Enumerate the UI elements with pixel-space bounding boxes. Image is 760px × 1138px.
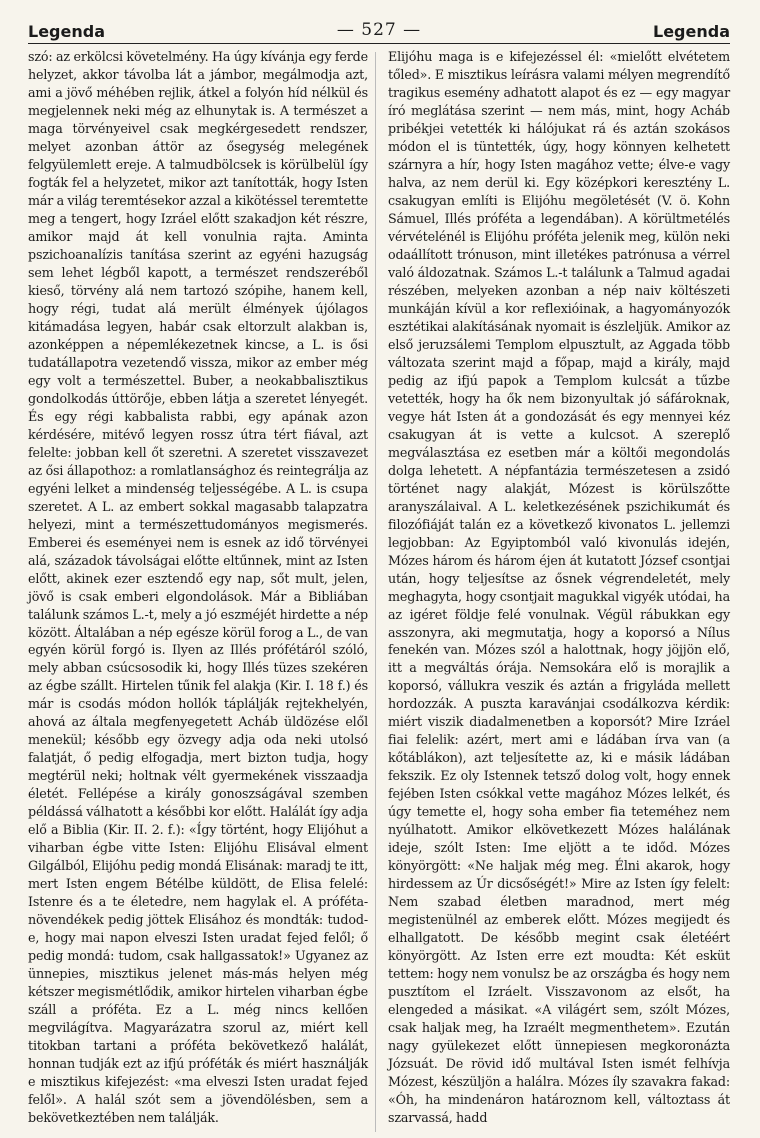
left-column-text: szó: az erkölcsi követelmény. Ha úgy kívánja egy ferde helyzet, akkor távolba lát a jámbor, megálmodja azt, ami a jövő méhében rejlik, átkel a folyón híd nélkül és megjelennek neki még az elhunytak is. A természet a maga törvényeivel csak megkérgesedett rendszer, melyet azonban áttör az ősegység melegének felgyülemlett ereje. A talmudbölcsek is körülbelül így fogták fel a helyzetet, mikor azt tanították, hogy Isten már a világ teremtésekor azzal a kikötéssel teremtette meg a tengert, hogy Izráel előtt szakadjon két részre, amikor majd át kell vonulnia rajta. Aminta pszichoanalízis tanítása szerint az egyéni hazugság sem lehet légből kapott, a természet rendszeréből kieső, törvény alá nem tartozó szópihe, hanem kell, hogy régi, tudat alá merült élmények újólagos kitámadása legyen, habár csak eltorzult alakban is, azonképpen a népemlékezetnek kincse, a L. is ősi tudatállapotra vezetendő vissza, mikor az ember még egy volt a természettel. Buber, a neokabbalisztikus gondolkodás úttörője, ebben látja a szeretet lényegét. És egy régi kabbalista rabbi, egy apának azon kérdésére, mitévő legyen rossz útra tért fiával, azt felelte: jobban kell őt szeretni. A szeretet visszavezet az ősi állapothoz: a romlatlansághoz és reintegrálja az egyéni lelket a mindenség teljességébe. A L. is csupa szeretet. A L. az embert sokkal magasabb talapzatra helyezi, mint a természettudományos megismerés. Emberei és eseményei nem is esnek az idő törvényei alá, századok távolságai előtte eltűnnek, mint az Isten előtt, akinek ezer esztendő egy nap, sőt mult, jelen, jövő is csak emberi elgondolások. Már a Bibliában találunk számos L.-t, mely a jó eszméjét hirdette a nép között. Általában a nép egésze körül forog a L., de van egyén körül forgó is. Ilyen az Illés prófétáról szóló, mely abban csúcsosodik ki, hogy Illés tüzes szekéren az égbe szállt. Hirtelen tűnik fel alakja (Kir. I. 18 f.) és már is csodás módon hollók táplálják rejtekhelyén, ahová az általa megfenyegetett Acháb üldözése elől menekül; később egy özvegy adja oda neki utolsó falatját, ő pedig elfogadja, mert bizton tudja, hogy megtérül neki; holtnak vélt gyermekének visszaadja életét. Fellépése a király gonoszságával szemben példássá válhatott a későbbi kor előtt. Halálát így adja elő a Biblia (Kir. II. 2. f.): «Így történt, hogy Elijóhut a viharban égbe vitte Isten: Elijóhu Elisával elment Gilgálból, Elijóhu pedig mondá Elisának: maradj te itt, mert Isten engem Bétélbe küldött, de Elisa felelé: Istenre és a te életedre, nem hagylak el. A próféta-növendékek pedig jöttek Elisához és mondták: tudod-e, hogy mai napon elveszi Isten uradat fejed felől; ő pedig mondá: tudom, csak hallgassatok!» Ugyanez az ünnepies, misztikus jelenet más-más helyen még kétszer megismétlődik, amikor hirtelen viharban égbe száll a próféta. Ez a L. még nincs kellően megvilágítva. Magyarázatra szorul az, miért kell titokban tartani a próféta bekövetkező halálát, honnan tudják ezt az ifjú próféták és miért használják e misztikus kifejezést: «ma elveszi Isten uradat fejed felől». A halál szót sem a jövendölésben, sem a bekövetkeztében nem találják. bbox=[28, 49, 368, 1126]
header-rule bbox=[28, 43, 730, 44]
right-column-text: Elijóhu maga is e kifejezéssel él: «mielőtt elvétetem tőled». E misztikus leírásra valami mélyen megrendítő tragikus esemény adhatott alapot és ez — egy magyar író meglátása szerint — nem más, mint, hogy Acháb pribékjei vetették ki hálójukat rá és aztán szokásos módon el is tüntették, úgy, hogy könnyen kelhetett szárnyra a hír, hogy Isten magához vette; élve-e vagy halva, az nem derül ki. Egy középkori keresztény L. csakugyan említi is Elijóhu megöletését (V. ö. Kohn Sámuel, Illés próféta a legendában). A körültmetélés vérvételénél is Elijóhu próféta jelenik meg, külön neki odaállított trónuson, mint illetékes patrónusa a vérrel való áldozatnak. Számos L.-t találunk a Talmud agadai részében, melyeken azonban a nép naiv költészeti munkáján kívül a kor reflexióinak, a hagyományozók esztétikai alakításának nyomait is észleljük. Amikor az első jeruzsálemi Templom elpusztult, az Aggada több változata szerint majd a főpap, majd a király, majd pedig az ifjú papok a Templom kulcsát a tűzbe vetették, hogy ha ők nem bizonyultak jó sáfároknak, vegye hát Isten át a gondozását és egy mennyei kéz csakugyan át is vette a kulcsot. A szereplő megválasztása ez esetben már a költői megondolás dolga lehetett. A népfantázia természetesen a zsidó történet nagy alakját, Mózest is körülszőtte aranyszálaival. A L. keletkezésének pszichikumát és filozófiáját talán ez a következő kivonatos L. jellemzi legjobban: Az Egyiptomból való kivonulás idején, Mózes három és három éjen át kutatott József csontjai után, hogy teljesítse az ősnek végrendeletét, mely meghagyta, hogy csontjait magukkal vigyék utódai, ha az igéret földje felé vonulnak. Végül rábukkan egy asszonyra, aki megmutatja, hogy a koporsó a Nílus fenekén van. Mózes szól a halottnak, hogy jöjjön elő, itt a megváltás órája. Nemsokára elő is morajlik a koporsó, vállukra veszik és aztán a frigyláda mellett hordozzák. A puszta karavánjai csodálkozva kérdik: miért viszik diadalmenetben a koporsót? Mire Izráel fiai felelik: azért, mert ami e ládában írva van (a kőtáblákon), azt teljesítette az, ki e másik ládában fekszik. Ez oly Istennek tetsző dolog volt, hogy ennek fejében Isten csókkal vette magához Mózes lelkét, és úgy temette el, hogy soha ember fia teteméhez nem nyúlhatott. Amikor elkövetkezett Mózes halálának ideje, szólt Isten: Ime eljött a te időd. Mózes könyörgött: «Ne haljak még meg. Élni akarok, hogy hirdessem az Úr dicsőségét!» Mire az Isten így felelt: Nem szabad életben maradnod, mert még megistenülnél az emberek előtt. Mózes megijedt és elhallgatott. De később megint csak életéért könyörgött. Az Isten erre ezt moudta: Két esküt tettem: hogy nem vonulsz be az országba és hogy nem pusztítom el Izráelt. Visszavonom az elsőt, ha elengeded a másikat. «A világért sem, szólt Mózes, csak haljak meg, ha Izraélt megmenthetem». Ezután nagy gyülekezet előtt ünnepiesen megkoronázta Józsuát. De rövid idő multával Isten ismét felhívja Mózest, készüljön a halálra. Mózes íly szavakra fakad: «Óh, ha mindenáron határoznom kell, változtass át szarvassá, hadd bbox=[388, 49, 730, 1126]
right-column bbox=[388, 48, 730, 1127]
left-column bbox=[28, 48, 368, 1127]
running-header bbox=[28, 18, 730, 46]
column-separator bbox=[375, 52, 376, 1132]
header-left-keyword: Legenda bbox=[28, 22, 105, 41]
header-right-keyword: Legenda bbox=[653, 22, 730, 41]
page-number: — 527 — bbox=[336, 20, 422, 40]
